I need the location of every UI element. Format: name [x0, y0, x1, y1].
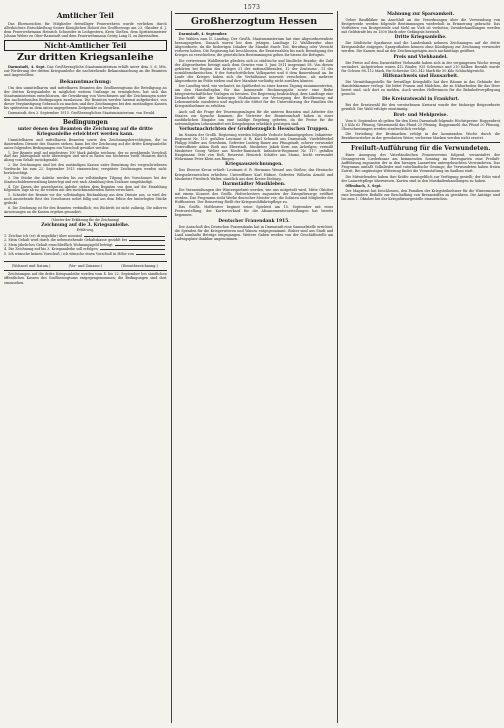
article-paragraph: Der Ausschuß des Deutschen Frauendanks hat in Darmstadt eine Sammelstelle errichtet, die Spenden für die Kriegerwitwen und Waisen entgegennimmt. Bisher sind aus Stadt und Land namhafte Beträge eingegangen. Weitere Gaben werden von der Geschäftsstelle am Ludwigsplatz dankbar angenommen.: [174, 224, 334, 241]
article-paragraph: Das Großh. Hoftheater beginnt seine Spielzeit am 15. September mit einer Festvorstellung; der Kartenverkauf für die Abonnementsvorstellungen hat bereits begonnen.: [174, 205, 334, 218]
article-paragraph: Der Magistrat hat beschlossen, den Familien der Kriegsteilnehmer für die Wintermonate eine besondere Beihilfe zur Beschaffung von Brennstoffen zu gewähren. Die Anträge sind bis zum 1. Oktober bei der Kriegsfürsorgestelle einzureichen.: [341, 189, 500, 202]
divider: [175, 13, 334, 14]
form-footer-text: Zeichnungen auf die dritte Kriegsanleihe werden vom 4. bis 22. September bei sämtlichen öffentlichen Kassen des Großherzogtums entgegengenommen; die Bedingungen sind dort einzusehen.: [4, 272, 167, 285]
conditions-intro: Unmittelbaren und mittelbaren Beamten sowie den Zeichnungsberechtigten, die in dauerndem Dienste des Staates stehen, kann bei der Zeichnung auf die dritte Kriegsanleihe unter folgenden Bedingungen ein Vorschuß gewährt werden:: [4, 138, 167, 151]
article-paragraph: Die Preise auf dem Darmstädter Viehmarkt haben sich in der vergangenen Woche wenig verändert. Aufgetrieben waren 412 Rinder, 935 Schweine und 210 Kälber. Bezahlt wurde für Ochsen 98–112 Mark, für Schweine 130–142 Mark für 50 Kilo Schlachtgewicht.: [341, 60, 500, 73]
form-signature-labels: [4, 264, 167, 268]
conditions-subheading: unter denen den Beamten die Zeichnung auf die dritte Kriegsanleihe erleichtert werden kann.: [17, 127, 153, 138]
election-heading: Die Kreisratswahl in Frankfurt.: [382, 97, 460, 103]
divider: [341, 142, 500, 143]
form-row: 5. Ich wünsche keinen Vorschuß / ich wünsche einen Vorschuß in Höhe von: [4, 252, 167, 256]
condition-item: 1. Der Beamte muß auf mindestens 100 Mark Anleihe zeichnen; der zu gewährende Vorschuß darf das Jahresgehalt nicht übersteigen und wird in Raten von höchstens zwölf Monaten durch Abzug vom Gehalt zurückgezahlt.: [4, 150, 167, 163]
loan-intro-text: Das Großherzogliche Staatsministerium erläßt unter dem 3. d. Mts. zur Förderung der dritten Kriegsanleihe die nachstehende Bekanntmachung an die Beamten und Angestellten:: [4, 64, 167, 77]
condition-item: 6. Die Zeichnung ist für den Beamten verbindlich; ein Rücktritt ist nicht zulässig. Die näheren Anweisungen an die Kassen ergehen gesondert.: [4, 205, 167, 214]
thrift-heading: Mahnung zur Sparsamkeit.: [387, 12, 455, 17]
article-paragraph: Auch soll die Frage der Teuerungszulagen für die unteren Beamten und Arbeiter des Staates zur Sprache kommen; die Vertreter der Beamtenschaft haben in einer ausführlichen Eingabe um eine baldige Regelung gebeten, da die Preise für die notwendigsten Lebensmittel seit Kriegsbeginn erheblich gestiegen sind.: [174, 109, 334, 126]
condition-item: 5. Scheidet der Beamte vor der vollständigen Rückzahlung aus dem Dienste aus, so wird der noch ausstehende Rest des Vorschusses sofort fällig und aus dem Erlöse der hinterlegten Stücke gedeckt.: [4, 193, 167, 205]
form-header: (Muster der Erklärung für die Zeichnung): [51, 217, 120, 222]
market-heading: Preis und Viehhandel.: [393, 54, 448, 60]
page-number: 1573: [243, 4, 261, 11]
article-paragraph: Vom 6. September ab gelten für den Kreis Darmstadt folgende Höchstpreise: Roggenbrot 1,5 Kilo 62 Pfennig, Weizenmehl das Pfund 25 Pfennig, Roggenmehl das Pfund 20 Pfennig. Überschreitungen werden strafrechtlich verfolgt.: [341, 118, 500, 131]
offenbach-dateline: Offenbach, 3. Sept.: [345, 183, 382, 188]
article-paragraph: Das Eiserne Kreuz erhielt: Leutnant d. R. Hermann Wenzel aus Gießen; das Hessische Kriegsehrenzeichen erhielten: Unteroffizier Karl Hüfner, Gefreiter Wilhelm Arnold und Musketier Friedrich Walter, sämtlich aus dem Kreise Dieburg.: [174, 168, 334, 181]
article-paragraph: Die Veranstaltungen der Winterspielzeit werden, wie uns mitgeteilt wird, Mitte Oktober mit einem Konzert des Großh. Hoforchesters zugunsten der Kriegsfürsorge eröffnet werden. Das Programm sieht Werke deutscher Meister vor; die Solisten sind Mitglieder des Hoftheaters. Der Reinertrag fließt der Kriegswohlfahrtspflege zu.: [174, 187, 334, 204]
column-3: [337, 11, 500, 723]
awards-heading: Kriegsauszeichnungen.: [225, 162, 283, 168]
column-1: [4, 11, 167, 723]
sign-title-label: (Dienstbezeichnung.): [121, 263, 158, 268]
official-section-heading: Amtlicher Teil: [56, 11, 114, 20]
divider: [4, 270, 167, 271]
column-2: [171, 11, 334, 723]
condition-item: 4. Die Zinsen der gezeichneten Anleihe stehen dem Beamten von dem auf die Einzahlung folgenden Tage ab zu; sie werden mit den zurückzuzahlenden Raten verrechnet.: [4, 184, 167, 193]
announcement-paragraph-1: Um den unmittelbaren und mittelbaren Beamten des Großherzogtums die Beteiligung an der dritten Kriegsanleihe in möglichst weitem Umfange zu ermöglichen, hat sich das Staatsministerium entschlossen, die Gewährung von Vorschüssen auf die Zeichnungen unter den nachstehenden Bedingungen zuzulassen. Die Beamten werden hiermit aufgefordert, von dieser Vergünstigung Gebrauch zu machen und ihre Zeichnungen bei den zuständigen Kassen bis spätestens zu dem unten angegebenen Zeitpunkte zu bewirken.: [4, 85, 167, 111]
article-paragraph: Der Landtag wird, wie verlautet, im Spätherbst zu einer kurzen Tagung zusammentreten, um den Haushaltsplan für das kommende Rechnungsjahr sowie eine Reihe kriegswirtschaftlicher Vorlagen zu beraten. Die Regierung beabsichtigt, dem Landtage eine Denkschrift über die bisherigen Maßnahmen zur Versorgung der Bevölkerung mit Lebensmitteln zuzuleiten und zugleich die Mittel für die Unterstützung der Familien der Kriegsteilnehmer zu erhöhen.: [174, 84, 334, 109]
article-paragraph: Die Mitwirkenden haben ihre Kräfte unentgeltlich zur Verfügung gestellt; der Erlös wird der Lazarettpflege überwiesen. Karten sind in den Musikalienhandlungen zu haben.: [341, 174, 500, 183]
hesse-dateline: Darmstadt, 4. September.: [178, 32, 228, 36]
article-paragraph: Ueber Baufbläker im Anschluß an die Verordnungen über die Verwendung von Brotgetreide werden folgende Bestimmungen wiederholt in Erinnerung gebracht: Das Verfüttern von Brotgetreide und Mehl an Vieh ist verboten; Zuwiderhandlungen werden mit Geldstrafe bis zu 1500 Mark oder Gefängnis bestraft.: [341, 18, 500, 35]
article-paragraph: Im Namen der Großh. Regierung werden folgende Verluste bekanntgegeben: Infanterie-Regiment Nr. 115: gefallen Leutnant d. R. Karl Schmidt aus Darmstadt, Vizefeldwebel Philipp Müller aus Griesheim, Gefreiter Ludwig Bauer aus Pfungstadt; schwer verwundet Unteroffizier Adam Roth aus Eberstadt, Musketier Jakob Kern aus Arheilgen; vermißt Musketier Georg Weber aus Nieder-Ramstadt. Infanterie-Regiment Nr. 117: gefallen Hauptmann Otto von Heß, Reservist Heinrich Schäfer aus Mainz, leicht verwundet Wehrmann Peter Klein aus Bingen.: [174, 132, 334, 162]
official-notice: Das Ehrenzeichen für Mitglieder freiwilliger Feuerwehren wurde verliehen durch Allerhöchste Entschließung Seiner Königlichen Hoheit des Großherzogs am 23. Oktober d. J. dem Feuerwehrmann Heinrich Schneider in Leihgestern, Kreis Gießen, dem Spritzenmeister Johann Weber zu Ober-Ramstadt und dem Feuerwehrmann Georg Lang II. zu Bierstadten.: [4, 21, 167, 38]
article-paragraph: Einer Anregung des Vaterländischen Frauenvereins folgend, veranstaltet der Gesangverein Liederkranz am kommenden Sonntag im Herrngarten eine Freiluft-Aufführung zugunsten der in den hiesigen Lazaretten untergebrachten Verwundeten. Das Programm umfaßt Volkslieder und vaterländische Gesänge; die Verwundeten haben freien Zutritt. Bei ungünstiger Witterung findet die Veranstaltung im Saalbau statt.: [341, 153, 500, 174]
article-paragraph: Die vertretenen Wahlbezirke gliedern sich in städtische und ländliche Bezirke; die Zahl der Abgeordneten beträgt nach dem Gesetze vom 3. Juni 1911 insgesamt 58. Von diesen gehörten bei Beginn des Krieges 21 der nationalliberalen, 12 der Zentrums-, 11 der sozialdemokratischen, 8 der fortschrittlichen Volkspartei und 6 dem Bauernbund an. Im Laufe des Krieges haben sich die Verhältnisse insoweit verschoben, als mehrere Abgeordnete im Felde stehen und ihre Mandate vorläufig nicht ausüben können.: [174, 58, 334, 83]
form-row: 4. Die Zeichnung auf bis 3. Kriegsanleihe soll erfolgen: [4, 247, 167, 251]
music-heading: Darmstädter Musikleben.: [222, 181, 286, 187]
column-layout: [4, 11, 500, 723]
condition-item: 2. Die Zeichnungen sind bei den zuständigen Kassen unter Benutzung des vorgeschriebenen Vordrucks bis zum 22. September 1915 einzureichen; verspätete Zeichnungen werden nicht berücksichtigt.: [4, 163, 167, 175]
aid-heading: Hilfsnachweis und Hausarbeit.: [382, 74, 459, 80]
form-subtitle: Erklärung.: [76, 228, 95, 233]
announcement-paragraph-2: Darmstadt, den 3. September 1915. Großherzogliches Staatsministerium. von Ewald.: [8, 111, 156, 116]
article-paragraph: Bei der Ersatzwahl für den verstorbenen Kreisrat wurde der bisherige Beigeordnete gewählt. Die Wahl erfolgte einstimmig.: [341, 103, 500, 112]
bread-prices-heading: Brot- und Mehlpreise.: [393, 112, 448, 118]
article-paragraph: Die Vermittlungsstelle für freiwillige Kriegshilfe hat ihre Räume in das Gebäude der Handelskammer verlegt. Sie bittet Frauen und Mädchen, die zu Näharbeiten für das Heer bereit sind, sich dort zu melden. Auch werden Helferinnen für die Bahnhofsverpflegung gesucht.: [341, 80, 500, 97]
conditions-heading: Bedingungen: [62, 119, 108, 127]
war-loan-headline: Zur dritten Kriegsanleihe: [17, 51, 154, 63]
condition-item: 3. Die Stücke der Anleihe werden bis zur vollständigen Tilgung des Vorschusses bei der Staatsschuldenverwaltung hinterlegt und erst nach Abzahlung dem Zeichner ausgehändigt.: [4, 175, 167, 184]
form-row: 2. Mein Gehalt wird durch die nebenstehende Gehaltskasse gezahlt bei: [4, 238, 167, 242]
open-air-performance-heading: Freiluft-Aufführung für die Verwundeten.: [350, 145, 491, 153]
divider: [4, 216, 167, 217]
article-paragraph: Die Verteilung der Brotmarken erfolgt in der kommenden Woche durch die Bezirksvorsteher in der gewohnten Weise; verlorene Marken werden nicht ersetzt.: [341, 132, 500, 141]
casualty-heading: Verlustnachrichten der Großherzoglich Hessischen Truppen.: [179, 126, 329, 132]
article-paragraph: Die Wahlen zum II. Landtag. Der Großh. Staatsministerium hat eine Abgeordnetenliste herausgegeben. Danach waren bei dem jetzigen Landtage 12 Wahlbezirke ohne Abgeordnete, da die bisherigen Inhaber ihr Mandat durch Tod, Berufung oder Verzicht verloren haben. Die Regierung hat beschlossen, die Ersatzwahlen bis nach Beendigung des Krieges zu verschieben; die gesetzlichen Bestimmungen geben ihr hierzu die Befugnis.: [174, 37, 334, 58]
divider: [175, 29, 334, 30]
form-row: 1. Zeichne ich (er) di ungefähr) über nominal: [4, 234, 167, 238]
sign-name-label: (Vor- und Zuname.): [68, 263, 102, 268]
sign-place-date-label: (Wohnort und Datum.): [11, 263, 51, 268]
article-paragraph: Die Städtische Sparkasse und die Landesbank nehmen Zeichnungen auf die dritte Kriegsanleihe entgegen; Sparguthaben können ohne Kündigung zur Zeichnung verwendet werden. Die Kassen sind an den Zeichnungstagen auch nachmittags geöffnet.: [341, 41, 500, 54]
loan-dateline: Darmstadt, 4. Sept.: [8, 64, 46, 69]
womens-fund-heading: Deutscher Frauendank 1915.: [218, 218, 290, 224]
hesse-section-title: Großherzogtum Hessen: [190, 16, 318, 27]
form-row: 3. Mein jährliches Gehalt einschließlich Wohnungsgeld beträgt: [4, 243, 167, 247]
divider: [4, 117, 167, 118]
announcement-heading: Bekanntmachung:: [59, 78, 112, 85]
form-title: Zeichnung auf die 3. Kriegsanleihe.: [41, 223, 130, 229]
signature-line: [4, 257, 167, 262]
loan-notice-heading: Dritte Kriegsanleihe.: [394, 35, 447, 41]
nonofficial-section-heading: Nicht-Amtlicher Teil: [4, 40, 167, 51]
